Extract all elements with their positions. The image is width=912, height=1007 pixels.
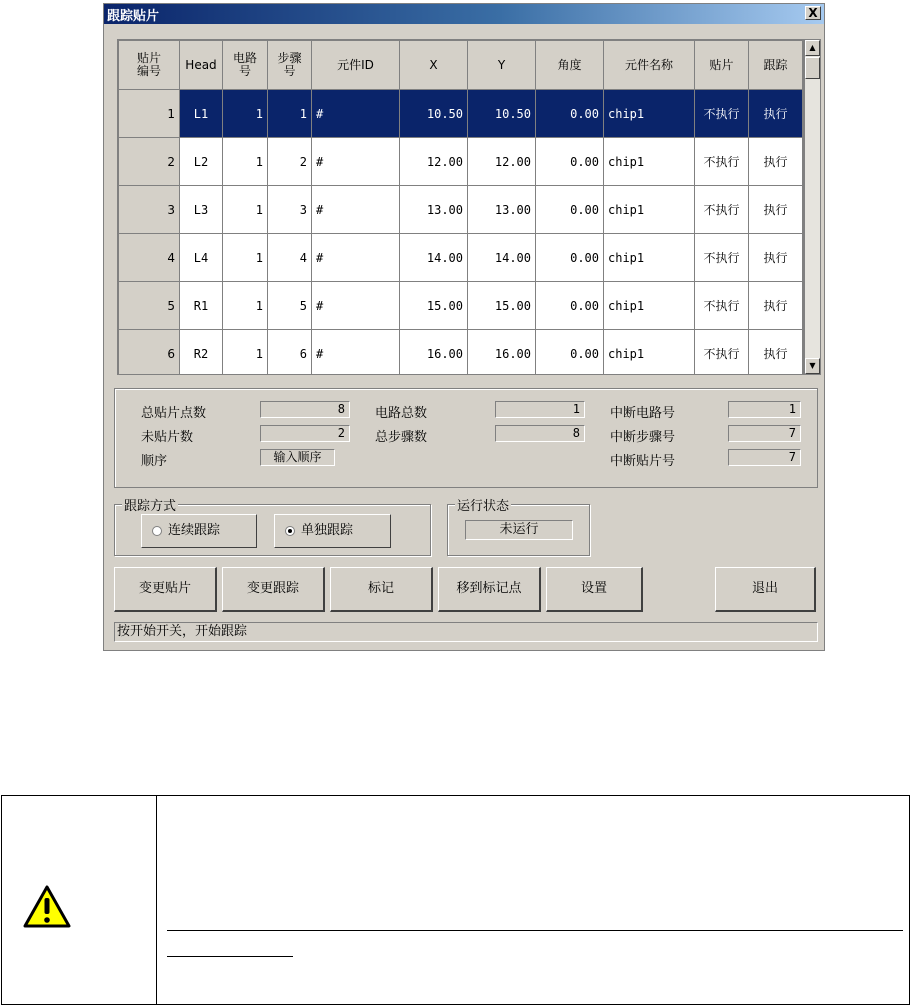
table-cell[interactable]: 3 [268, 186, 312, 234]
table-cell[interactable]: 16.00 [468, 330, 536, 376]
row-header[interactable]: 4 [119, 234, 180, 282]
total-points-value: 8 [260, 401, 350, 418]
stats-panel [114, 388, 818, 488]
table-cell[interactable]: 13.00 [468, 186, 536, 234]
table-cell[interactable]: 1 [223, 330, 268, 376]
table-cell[interactable]: 1 [268, 90, 312, 138]
break-place-value: 7 [728, 449, 801, 466]
table-row[interactable] [119, 138, 803, 186]
table-cell[interactable]: chip1 [604, 234, 695, 282]
exit-button[interactable]: 退出 [715, 567, 816, 612]
grid-header [119, 41, 803, 90]
table-cell[interactable]: 10.50 [400, 90, 468, 138]
table-row[interactable] [119, 186, 803, 234]
col-header[interactable]: X [400, 41, 468, 90]
continuous-track-label: 连续跟踪 [168, 523, 221, 538]
table-cell[interactable]: 15.00 [468, 282, 536, 330]
col-header[interactable]: Head [180, 41, 223, 90]
table-cell[interactable]: 14.00 [400, 234, 468, 282]
table-cell[interactable]: 1 [223, 90, 268, 138]
table-cell[interactable]: 1 [223, 138, 268, 186]
table-cell[interactable]: 不执行 [695, 330, 749, 376]
table-cell[interactable]: 16.00 [400, 330, 468, 376]
col-header[interactable]: 贴片 [695, 41, 749, 90]
table-cell[interactable]: 不执行 [695, 282, 749, 330]
break-circuit-label: 中断电路号 [610, 406, 676, 421]
table-cell[interactable]: # [312, 234, 400, 282]
run-state-title: 运行状态 [455, 495, 511, 514]
change-place-button[interactable]: 变更贴片 [114, 567, 217, 612]
title-bar [104, 4, 824, 24]
unplaced-value: 2 [260, 425, 350, 442]
tracking-dialog [103, 3, 825, 651]
table-cell[interactable]: 15.00 [400, 282, 468, 330]
table-cell[interactable]: L3 [180, 186, 223, 234]
col-header[interactable]: 贴片 编号 [119, 41, 180, 90]
table-cell[interactable]: chip1 [604, 330, 695, 376]
step-total-label: 总步骤数 [375, 430, 428, 445]
table-cell[interactable]: 0.00 [536, 138, 604, 186]
table-row[interactable] [119, 90, 803, 138]
close-button[interactable]: X [805, 6, 821, 20]
placement-grid[interactable] [117, 39, 804, 375]
step-total-value: 8 [495, 425, 585, 442]
row-header[interactable]: 3 [119, 186, 180, 234]
row-header[interactable]: 5 [119, 282, 180, 330]
col-header[interactable]: 元件名称 [604, 41, 695, 90]
table-cell[interactable]: 0.00 [536, 330, 604, 376]
table-row[interactable] [119, 234, 803, 282]
table-cell[interactable]: 执行 [749, 186, 803, 234]
col-header[interactable]: 跟踪 [749, 41, 803, 90]
table-cell[interactable]: 2 [268, 138, 312, 186]
table-cell[interactable]: 0.00 [536, 90, 604, 138]
change-track-button[interactable]: 变更跟踪 [222, 567, 325, 612]
table-cell[interactable]: 执行 [749, 138, 803, 186]
circuit-total-label: 电路总数 [375, 406, 428, 421]
col-header[interactable]: Y [468, 41, 536, 90]
radio-off-icon [152, 526, 162, 536]
break-step-label: 中断步骤号 [610, 430, 676, 445]
table-cell[interactable]: 执行 [749, 330, 803, 376]
table-cell[interactable]: R2 [180, 330, 223, 376]
total-points-label: 总贴片点数 [141, 406, 207, 421]
scroll-down-icon[interactable]: ▼ [805, 358, 820, 374]
col-header[interactable]: 电路 号 [223, 41, 268, 90]
table-cell[interactable]: # [312, 330, 400, 376]
table-cell[interactable]: L4 [180, 234, 223, 282]
table-cell[interactable]: 不执行 [695, 186, 749, 234]
table-cell[interactable]: 不执行 [695, 90, 749, 138]
order-label: 顺序 [141, 454, 168, 469]
radio-on-icon [285, 526, 295, 536]
single-track-label: 单独跟踪 [301, 523, 354, 538]
table-row[interactable] [119, 330, 803, 376]
row-header[interactable]: 2 [119, 138, 180, 186]
table-cell[interactable]: 5 [268, 282, 312, 330]
table-cell[interactable]: 12.00 [468, 138, 536, 186]
vertical-scrollbar[interactable] [804, 39, 821, 375]
table-cell[interactable]: 1 [223, 234, 268, 282]
table-cell[interactable]: 0.00 [536, 186, 604, 234]
mark-button[interactable]: 标记 [330, 567, 433, 612]
break-place-label: 中断贴片号 [610, 454, 676, 469]
table-cell[interactable]: # [312, 90, 400, 138]
break-circuit-value: 1 [728, 401, 801, 418]
unplaced-label: 未贴片数 [141, 430, 194, 445]
table-cell[interactable]: 4 [268, 234, 312, 282]
col-header[interactable]: 步骤 号 [268, 41, 312, 90]
settings-button[interactable]: 设置 [546, 567, 643, 612]
table-cell[interactable]: 12.00 [400, 138, 468, 186]
table-cell[interactable]: 14.00 [468, 234, 536, 282]
table-cell[interactable]: # [312, 138, 400, 186]
table-cell[interactable]: 13.00 [400, 186, 468, 234]
warning-divider [156, 796, 157, 1004]
continuous-track-radio[interactable] [141, 514, 257, 548]
table-cell[interactable]: chip1 [604, 90, 695, 138]
run-state-value: 未运行 [465, 520, 573, 540]
goto-mark-button[interactable]: 移到标记点 [438, 567, 541, 612]
single-track-radio[interactable] [274, 514, 391, 548]
warning-triangle-icon [22, 884, 72, 930]
break-step-value: 7 [728, 425, 801, 442]
col-header[interactable]: 元件ID [312, 41, 400, 90]
table-cell[interactable]: 不执行 [695, 234, 749, 282]
scroll-up-icon[interactable]: ▲ [805, 40, 820, 56]
table-cell[interactable]: 执行 [749, 90, 803, 138]
table-cell[interactable]: chip1 [604, 282, 695, 330]
table-cell[interactable]: L1 [180, 90, 223, 138]
order-value: 输入顺序 [260, 449, 335, 466]
table-cell[interactable]: # [312, 282, 400, 330]
table-cell[interactable]: R1 [180, 282, 223, 330]
warning-underline-short [167, 956, 293, 957]
table-cell[interactable]: 0.00 [536, 234, 604, 282]
row-header[interactable]: 6 [119, 330, 180, 376]
table-cell[interactable]: 10.50 [468, 90, 536, 138]
circuit-total-value: 1 [495, 401, 585, 418]
status-bar: 按开始开关，开始跟踪 [114, 622, 818, 642]
warning-underline [167, 930, 903, 931]
track-mode-title: 跟踪方式 [122, 495, 178, 514]
warning-box [1, 795, 910, 1005]
scroll-thumb[interactable] [805, 57, 820, 79]
table-cell[interactable]: 执行 [749, 282, 803, 330]
table-cell[interactable]: 1 [223, 186, 268, 234]
row-header[interactable]: 1 [119, 90, 180, 138]
col-header[interactable]: 角度 [536, 41, 604, 90]
table-cell[interactable]: # [312, 186, 400, 234]
table-cell[interactable]: 6 [268, 330, 312, 376]
table-cell[interactable]: L2 [180, 138, 223, 186]
table-cell[interactable]: 1 [223, 282, 268, 330]
table-cell[interactable]: chip1 [604, 138, 695, 186]
table-cell[interactable]: chip1 [604, 186, 695, 234]
table-cell[interactable]: 不执行 [695, 138, 749, 186]
table-cell[interactable]: 0.00 [536, 282, 604, 330]
window-title: 跟踪贴片 [107, 9, 160, 24]
table-row[interactable] [119, 282, 803, 330]
table-cell[interactable]: 执行 [749, 234, 803, 282]
